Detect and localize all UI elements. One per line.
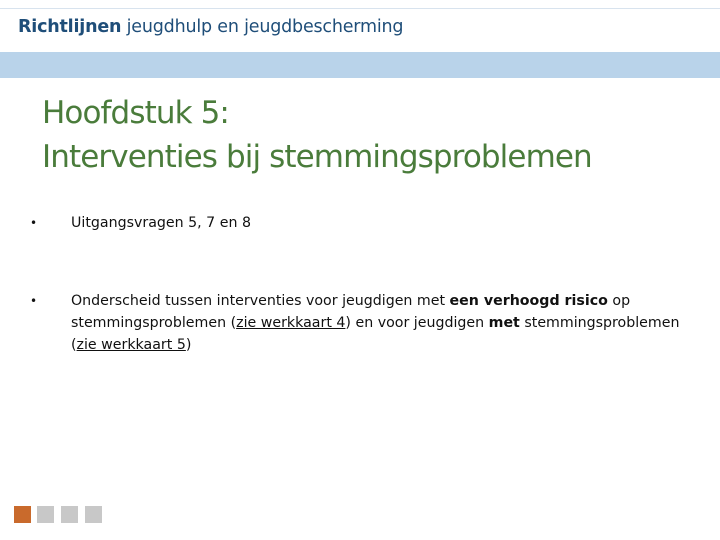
bullet-marker: • (30, 216, 38, 230)
bullet-list (30, 212, 690, 356)
progress-square-2 (37, 506, 54, 523)
bullet-text-emphasis: met (488, 315, 520, 331)
bullet-marker: • (30, 294, 38, 308)
werkkaart-5-link[interactable]: zie werkkaart 5 (76, 337, 186, 353)
werkkaart-4-link[interactable]: zie werkkaart 4 (236, 315, 346, 331)
brand-name-rest: jeugdhulp en jeugdbescherming (121, 17, 404, 37)
brand-name-bold: Richtlijnen (18, 17, 122, 37)
bullet-text: Uitgangsvragen 5, 7 en 8 (71, 215, 251, 231)
bullet-item-2 (30, 290, 690, 356)
header-band (0, 0, 720, 52)
header-accent-bar (0, 52, 720, 78)
progress-square-4 (85, 506, 102, 523)
bullet-text-part: ) en voor jeugdigen (345, 315, 489, 331)
slide-title-line-1: Hoofdstuk 5: (42, 95, 229, 131)
bullet-text-emphasis: een verhoogd risico (449, 293, 608, 309)
header-divider (0, 8, 720, 9)
brand-logo (18, 17, 403, 37)
progress-square-3 (61, 506, 78, 523)
progress-square-1 (14, 506, 31, 523)
bullet-text-part: Onderscheid tussen interventies voor jeugdigen met (71, 293, 450, 309)
bullet-text-part: ) (185, 337, 192, 353)
slide-title (42, 91, 702, 179)
bullet-text (71, 293, 679, 353)
slide-title-line-2: Interventies bij stemmingsproblemen (42, 139, 592, 175)
bullet-text-part: op stemmingsproblemen ( (71, 293, 631, 331)
bullet-text-part: stemmingsproblemen ( (71, 315, 680, 353)
bullet-item-1 (30, 212, 690, 234)
